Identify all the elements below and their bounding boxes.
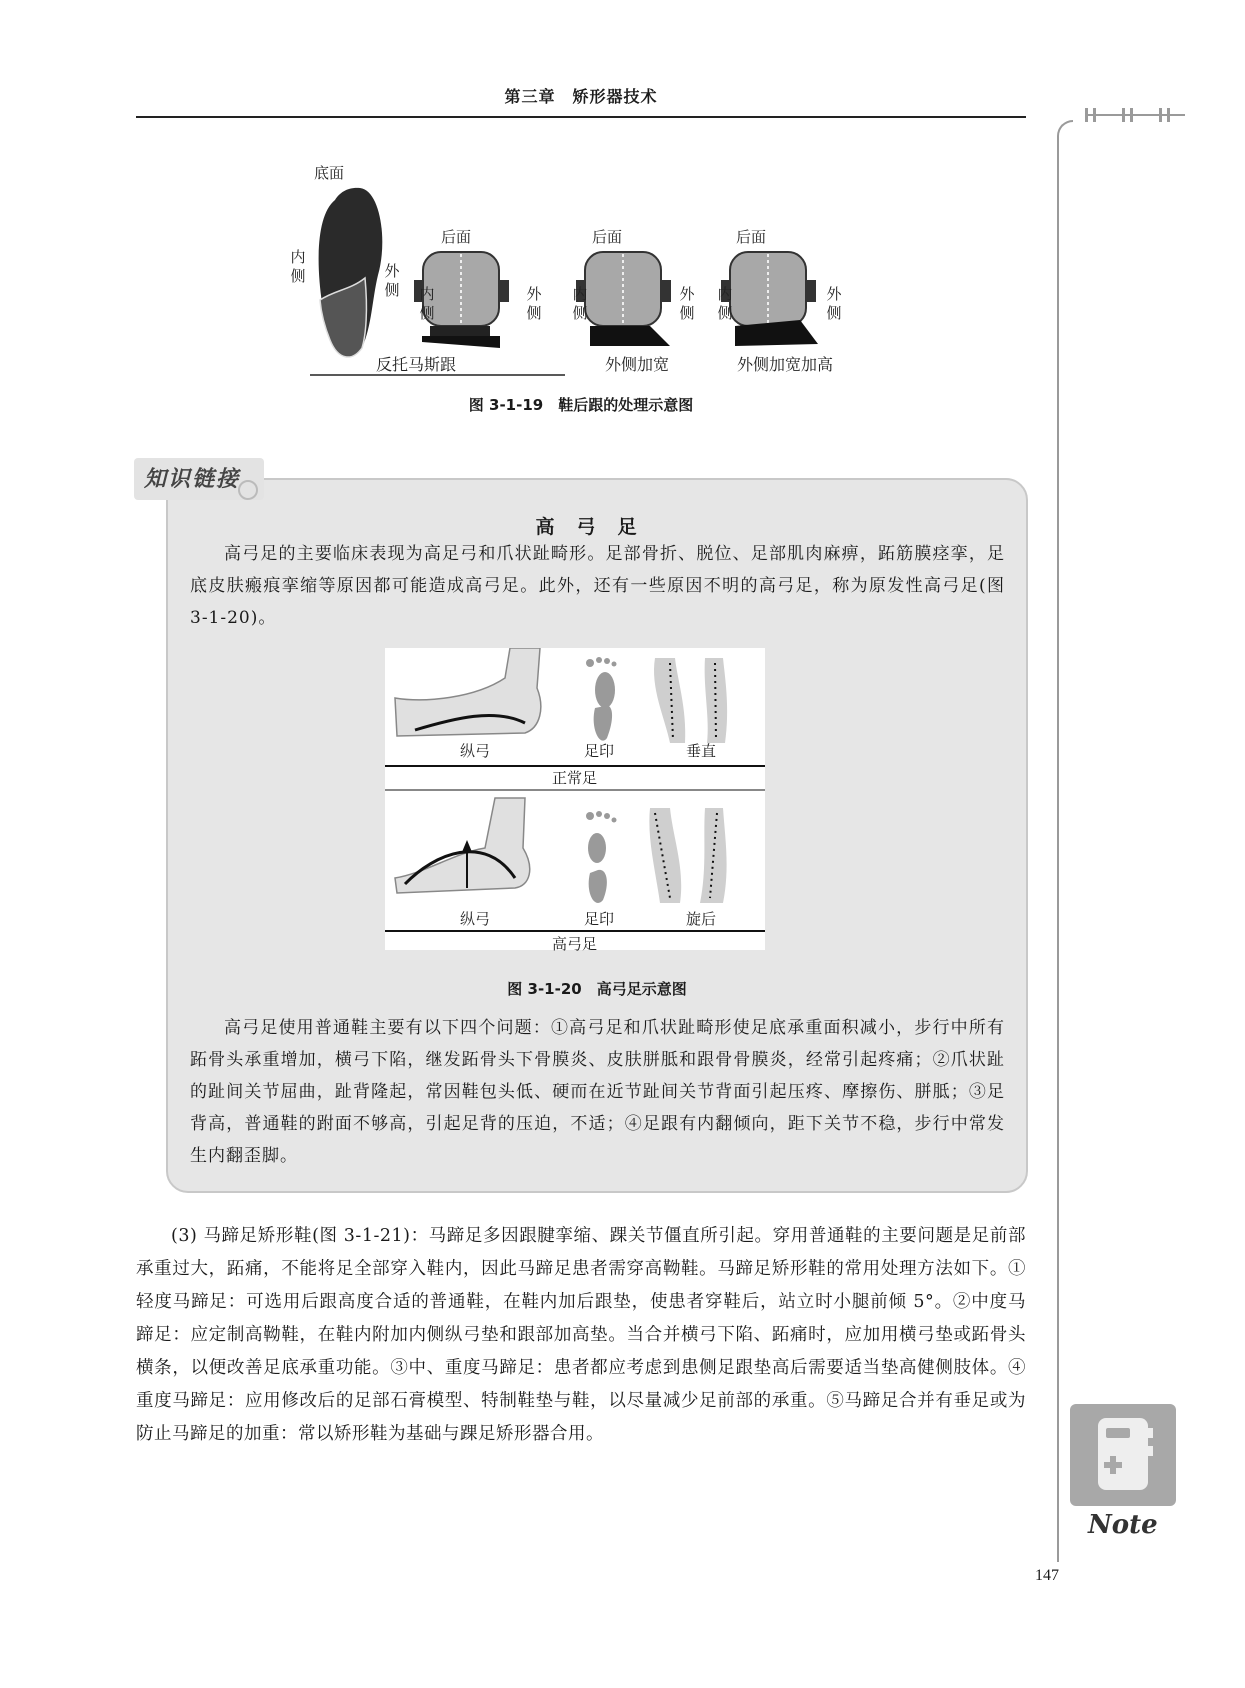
label-vertical: 垂直 — [686, 742, 717, 760]
swirl-icon — [238, 480, 258, 500]
label-reverse-thomas-heel: 反托马斯跟 — [376, 355, 457, 374]
label-normal-foot: 正常足 — [552, 769, 598, 787]
margin-tick — [1159, 108, 1162, 122]
label-lateral-widening: 外侧加宽 — [605, 355, 670, 374]
margin-top-line — [1085, 114, 1185, 116]
header-rule — [136, 116, 1026, 118]
label-back: 后面 — [441, 228, 472, 246]
label-medial: 内侧 — [717, 285, 733, 322]
figure-3-1-20-caption: 图 3-1-20 高弓足示意图 — [507, 980, 687, 998]
page-number: 147 — [1035, 1567, 1059, 1584]
margin-tick — [1093, 108, 1096, 122]
margin-line — [1057, 120, 1073, 1562]
label-arch: 纵弓 — [460, 742, 491, 760]
margin-tick — [1085, 108, 1088, 122]
label-sole: 底面 — [314, 164, 345, 182]
paragraph-text: (3) 马蹄足矫形鞋(图 3-1-21)：马蹄足多因跟腱挛缩、踝关节僵直所引起。穿用普通鞋的主要问题是足前部承重过大，跖痛，不能将足全部穿入鞋内，因此马蹄足患者需穿高靿鞋。马蹄足矫形鞋的常用处理方法如下。①轻度马蹄足：可选用后跟高度合适的普通鞋，在鞋内加后跟垫，使患者穿鞋后，站立时小腿前倾 5°。②中度马蹄足：应定制高靿鞋，在鞋内附加内侧纵弓垫和跟部加高垫。当合并横弓下陷、跖痛时，应加用横弓垫或跖骨头横条，以便改善足底承重功能。③中、重度马蹄足：患者都应考虑到患侧足跟垫高后需要适当垫高健侧肢体。④重度马蹄足：应用修改后的足部石膏模型、特制鞋垫与鞋，以尽量减少足前部的承重。⑤马蹄足合并有垂足或为防止马蹄足的加重：常以矫形鞋为基础与踝足矫形器合用。 — [136, 1226, 1026, 1444]
note-label: Note — [1088, 1510, 1158, 1540]
label-lateral: 外侧 — [384, 262, 400, 299]
label-lateral-widening-raising: 外侧加宽加高 — [737, 355, 834, 374]
label-medial: 内侧 — [290, 248, 306, 285]
margin-tick — [1130, 108, 1133, 122]
label-medial: 内侧 — [419, 285, 435, 322]
note-card-graphic — [1070, 1404, 1176, 1506]
label-lateral: 外侧 — [679, 285, 695, 322]
label-back: 后面 — [736, 228, 767, 246]
knowledge-heading: 高弓足 — [535, 516, 659, 538]
label-footprint: 足印 — [584, 742, 615, 760]
margin-tick — [1167, 108, 1170, 122]
note-icon — [1070, 1404, 1176, 1506]
paragraph-text: 高弓足的主要临床表现为高足弓和爪状趾畸形。足部骨折、脱位、足部肌肉麻痹，跖筋膜痉挛，足底皮肤瘢痕挛缩等原因都可能造成高弓足。此外，还有一些原因不明的高弓足，称为原发性高弓足(图 3-1-20)。 — [190, 544, 1005, 628]
margin-tick — [1122, 108, 1125, 122]
label-supination: 旋后 — [686, 910, 717, 928]
label-footprint: 足印 — [584, 910, 615, 928]
knowledge-paragraph-2 — [190, 1012, 1005, 1172]
figure-3-1-20-illustration — [385, 648, 765, 950]
knowledge-tag: 知识链接 — [134, 458, 264, 500]
figure-3-1-19-caption: 图 3-1-19 鞋后跟的处理示意图 — [468, 396, 694, 414]
label-lateral: 外侧 — [526, 285, 542, 322]
figure-3-1-20-panel — [385, 648, 765, 950]
label-medial: 内侧 — [572, 285, 588, 322]
label-arch: 纵弓 — [460, 910, 491, 928]
label-back: 后面 — [592, 228, 623, 246]
chapter-header: 第三章 矫形器技术 — [504, 87, 658, 106]
knowledge-paragraph-1 — [190, 538, 1005, 634]
paragraph-text: 高弓足使用普通鞋主要有以下四个问题：①高弓足和爪状趾畸形使足底承重面积减小，步行中所有跖骨头承重增加，横弓下陷，继发跖骨头下骨膜炎、皮肤胼胝和跟骨骨膜炎，经常引起疼痛；②爪状趾的趾间关节屈曲，趾背隆起，常因鞋包头低、硬而在近节趾间关节背面引起压疼、摩擦伤、胼胝；③足背高，普通鞋的跗面不够高，引起足背的压迫，不适；④足跟有内翻倾向，距下关节不稳，步行中常发生内翻歪脚。 — [190, 1018, 1005, 1166]
main-paragraph — [136, 1220, 1026, 1451]
label-high-arch-foot: 高弓足 — [552, 935, 598, 953]
label-lateral: 外侧 — [826, 285, 842, 322]
